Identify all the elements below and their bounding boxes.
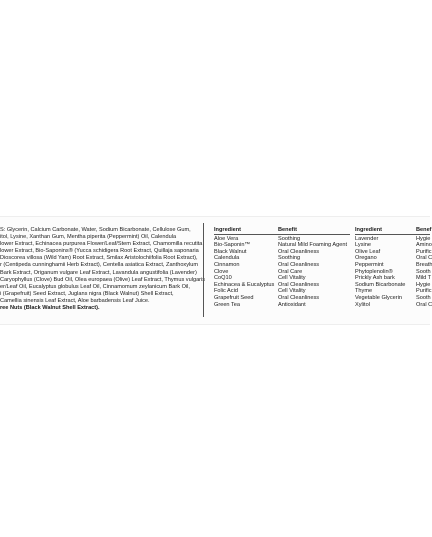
table-row (214, 269, 350, 276)
ingredients-line: i (Grapefruit) Seed Extract, Juglans nigra (Black Walnut) Shell Extract, (0, 290, 174, 297)
cell-ingredient: CoQ10 (214, 275, 232, 282)
cell-benefit: Hygie (416, 235, 431, 242)
cell-benefit: Antioxidant (278, 301, 306, 308)
cell-ingredient: Aloe Vera (214, 235, 239, 242)
cell-ingredient: Lavender (355, 235, 379, 242)
table-row (355, 302, 430, 309)
cell-ingredient: Oregano (355, 255, 377, 262)
cell-benefit: Soothing (278, 255, 301, 262)
cell-benefit: Amino (416, 242, 432, 249)
cell-benefit: Sooth (416, 268, 431, 275)
allergen-warning: ree Nuts (Black Walnut Shell Extract). (0, 305, 100, 312)
header-benefit: Benefit (278, 227, 297, 233)
cell-ingredient: Lysine (355, 242, 371, 249)
table-row (214, 282, 350, 289)
cell-ingredient: Phytoplenolin® (355, 268, 393, 275)
table-row (214, 288, 350, 295)
table-header (214, 227, 350, 234)
table-row (214, 236, 350, 243)
cell-ingredient: Xylitol (355, 301, 370, 308)
cell-benefit: Natural Mild Foaming Agent (278, 242, 348, 249)
cell-ingredient: Thyme (355, 288, 373, 295)
ingredients-panel (0, 227, 206, 312)
ingredients-line: r (Centipeda cunninghamii Herb Extract), Centella asiatica Extract, Zanthoxylum (0, 262, 199, 269)
table-row (214, 275, 350, 282)
cell-ingredient: Vegetable Glycerin (355, 294, 402, 301)
table-row (355, 295, 430, 302)
benefits-table-left (214, 227, 350, 308)
ingredients-line: Bark Extract, Origanum vulgare Leaf Extract, Lavandula angustifolia (Lavender) (0, 269, 197, 276)
cell-benefit: Oral C (416, 255, 432, 262)
ingredients-line: lower Extract, Bio-Saponins® (Yucca schidigera Root Extract, Quillaja saponaria (0, 248, 199, 255)
header-ingredient: Ingredient (355, 227, 383, 233)
table-row (214, 295, 350, 302)
cell-ingredient: Peppermint (355, 261, 384, 268)
table-row (355, 262, 430, 269)
cell-benefit: Oral Cleanliness (278, 294, 320, 301)
benefits-table-right (355, 227, 430, 308)
ingredients-line: Camellia sinensis Leaf Extract, Aloe barbadensis Leaf Juice. (0, 297, 150, 304)
cell-benefit: Cell Vitality (278, 288, 306, 295)
table-row (214, 262, 350, 269)
table-row (214, 249, 350, 256)
cell-benefit: Oral C (416, 301, 432, 308)
cell-ingredient: Calendula (214, 255, 240, 262)
cell-ingredient: Bio-Saponin™ (214, 242, 251, 249)
ingredients-line: lower Extract, Echinacea purpurea Flower/Leaf/Stem Extract, Chamomilla recutita (0, 241, 203, 248)
cell-benefit: Oral Cleanliness (278, 248, 320, 255)
cell-ingredient: Sodium Bicarbonate (355, 281, 406, 288)
ingredients-line: Dioscorea villosa (Wild Yam) Root Extract, Smilax Aristolochiifolia Root Extract), (0, 255, 198, 262)
cell-benefit: Purific (416, 288, 432, 295)
cell-benefit: Breath (416, 261, 432, 268)
cell-benefit: Purific (416, 248, 432, 255)
cell-benefit: Mild T (416, 275, 432, 282)
table-row (355, 249, 430, 256)
ingredients-line: itol, Lysine, Xanthan Gum, Mentha piperita (Peppermint) Oil, Calendula (0, 234, 177, 241)
ingredients-line: er/Leaf Oil, Eucalyptus globulus Leaf Oil, Cinnamomum zeylanicum Bark Oil, (0, 283, 190, 290)
cell-ingredient: Echinacea & Eucalyptus (214, 281, 275, 288)
cell-benefit: Soothing (278, 235, 301, 242)
table-row (355, 288, 430, 295)
table-row (214, 302, 350, 309)
table-row (355, 236, 430, 243)
table-row (355, 282, 430, 289)
label-band (0, 216, 430, 325)
cell-ingredient: Cinnamon (214, 261, 240, 268)
table-row (355, 269, 430, 276)
table-row (214, 242, 350, 249)
ingredients-line: Caryophyllus (Clove) Bud Oil, Olea europaea (Olive) Leaf Extract, Thymus vulgaris (0, 276, 206, 283)
cell-benefit: Oral Cleanliness (278, 261, 320, 268)
cell-benefit: Cell Vitality (278, 275, 306, 282)
table-row (355, 275, 430, 282)
cell-benefit: Oral Cleanliness (278, 281, 320, 288)
ingredients-line: S: Glycerin, Calcium Carbonate, Water, Sodium Bicarbonate, Cellulose Gum, (0, 227, 191, 233)
table-row (355, 255, 430, 262)
header-ingredient: Ingredient (214, 227, 242, 233)
cell-benefit: Hygie (416, 281, 431, 288)
header-benefit: Benef (416, 227, 432, 233)
table-row (355, 242, 430, 249)
cell-ingredient: Prickly Ash bark (355, 275, 395, 282)
table-row (214, 255, 350, 262)
cell-ingredient: Folic Acid (214, 288, 238, 295)
cell-ingredient: Green Tea (214, 301, 241, 308)
column-divider (203, 223, 204, 317)
table-header (355, 227, 430, 234)
cell-benefit: Sooth (416, 294, 431, 301)
cell-benefit: Oral Care (278, 268, 303, 275)
cell-ingredient: Black Walnut (214, 248, 247, 255)
cell-ingredient: Olive Leaf (355, 248, 381, 255)
cell-ingredient: Grapefruit Seed (214, 294, 254, 301)
cell-ingredient: Clove (214, 268, 229, 275)
